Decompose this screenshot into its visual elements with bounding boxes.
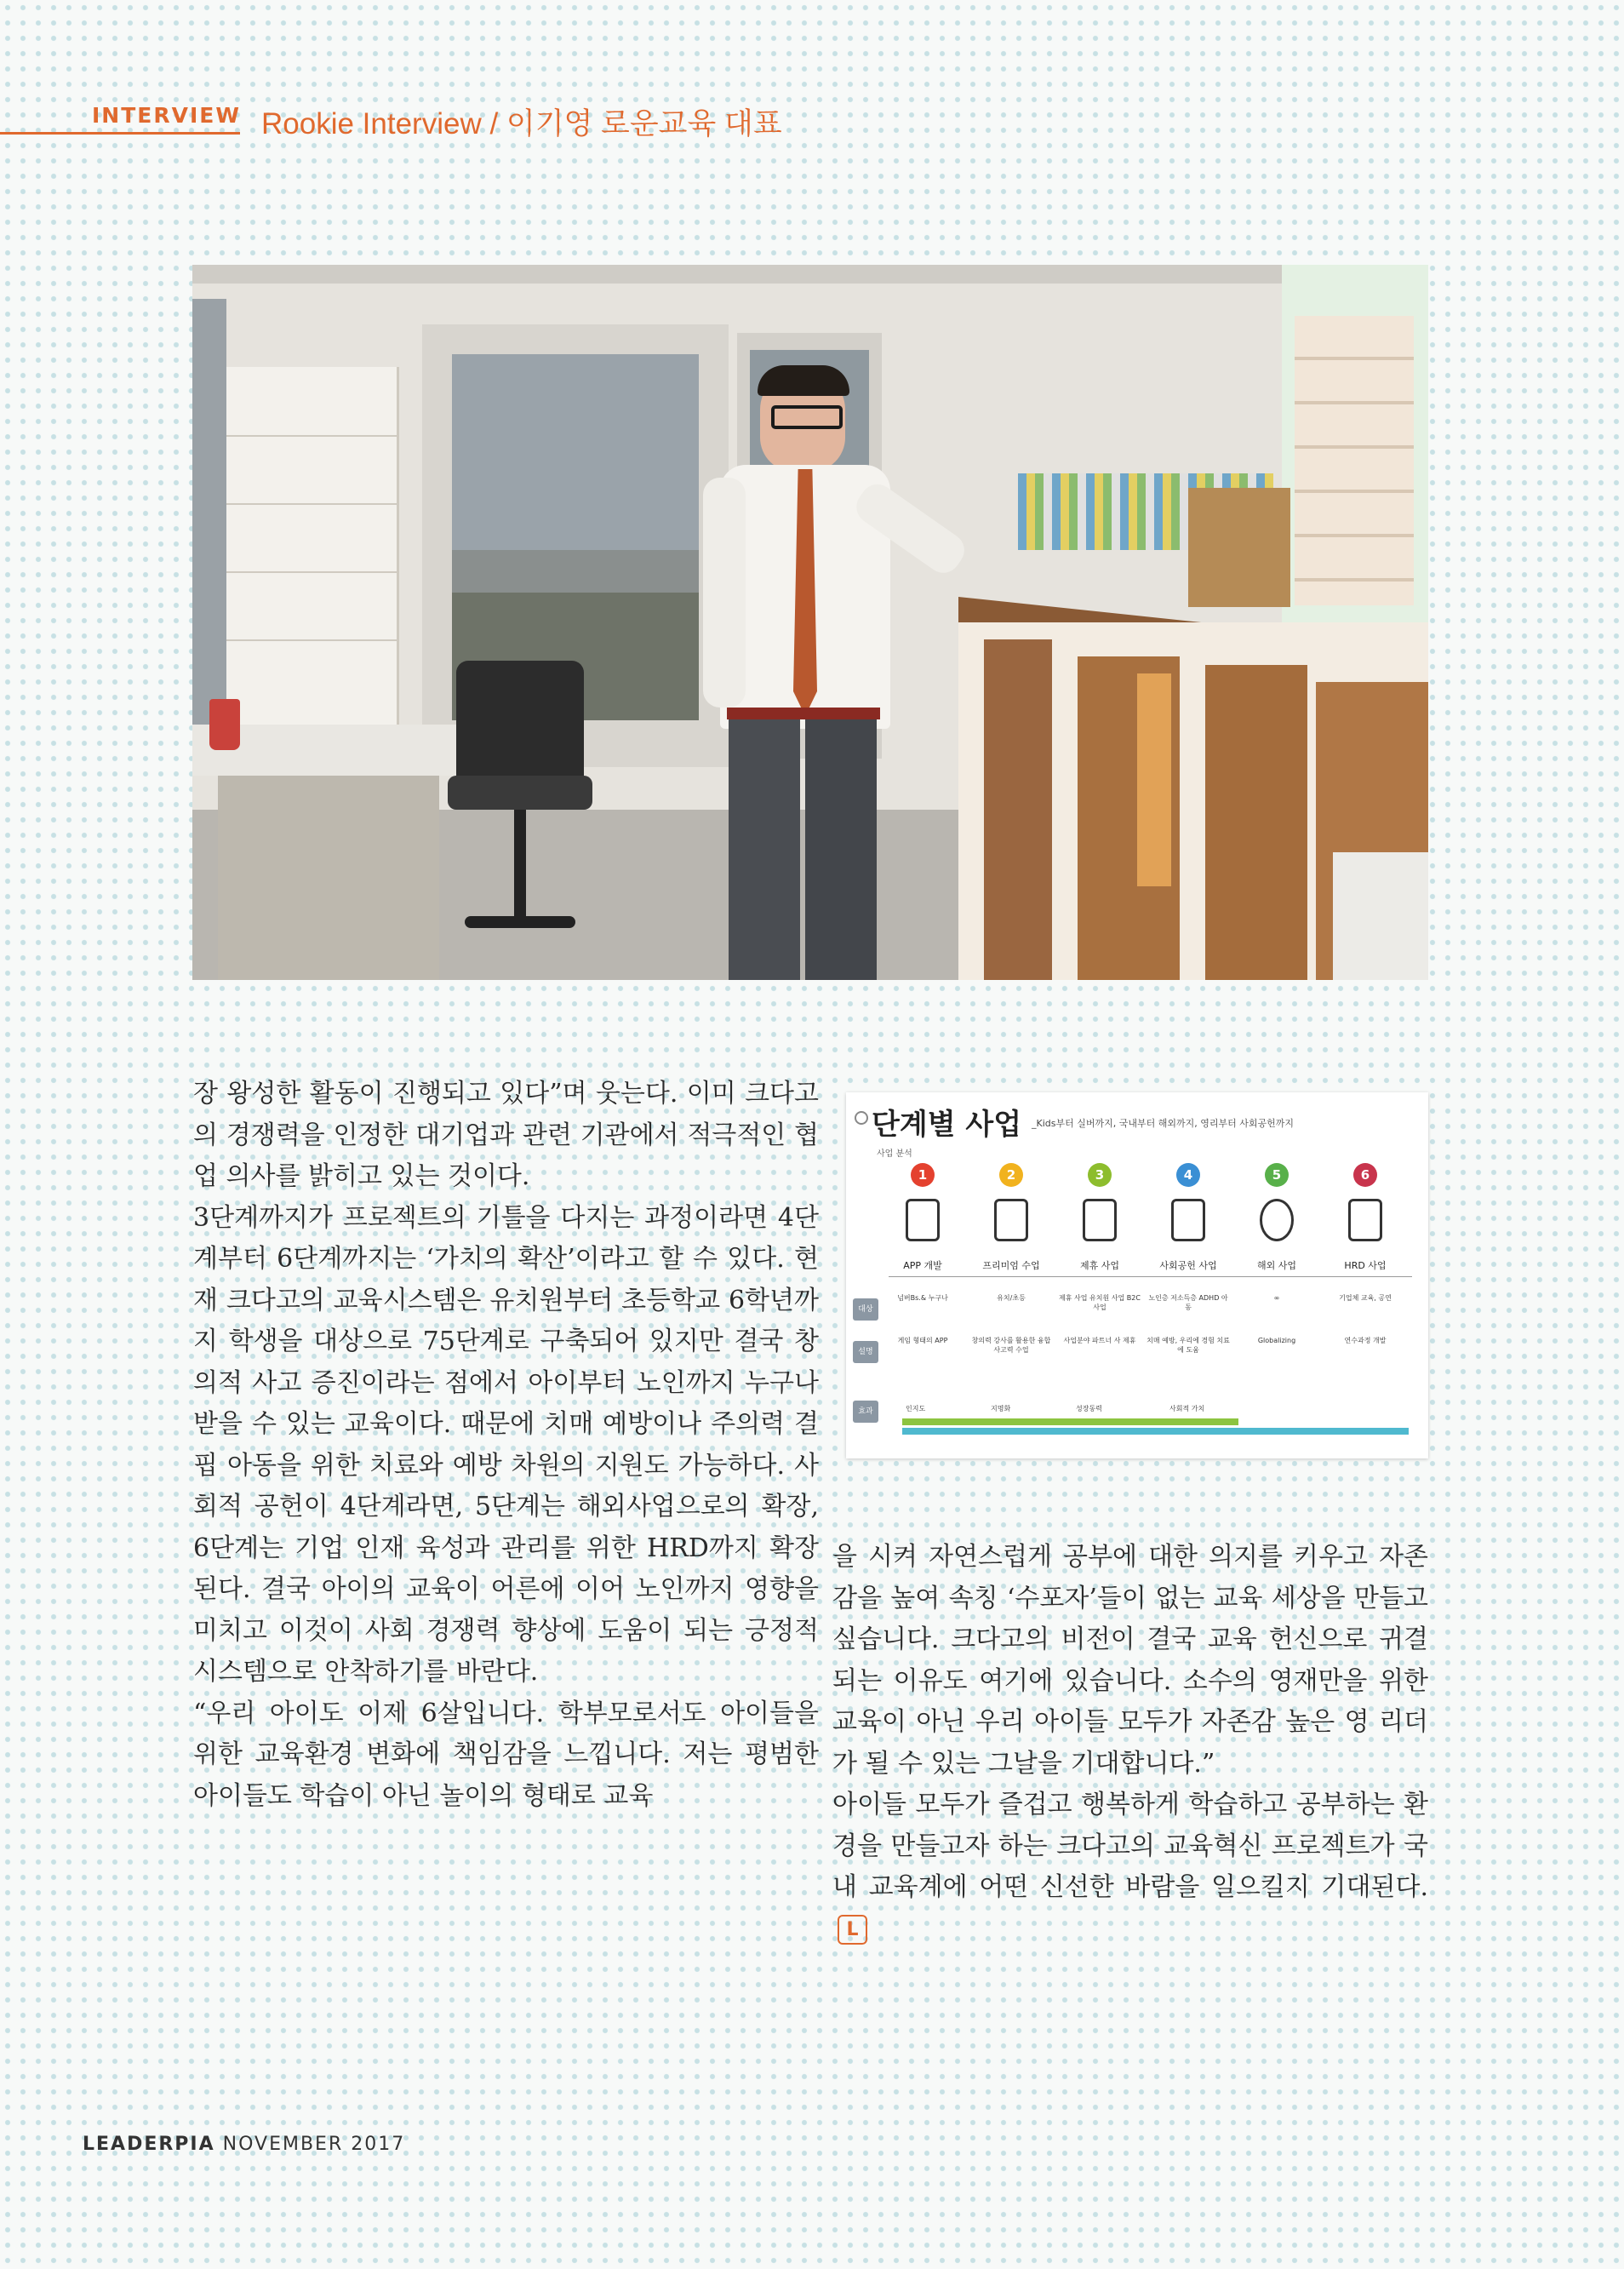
- table-cell: 사업분야 파트너 사 제휴: [1063, 1337, 1136, 1344]
- table-cell: 창의력 강사를 활용한 융합 사고력 수업: [971, 1337, 1051, 1354]
- row-label: 효과: [853, 1401, 878, 1423]
- table-cell: 넘버Bs.& 누구나: [897, 1294, 948, 1302]
- row-label: 설명: [853, 1341, 878, 1363]
- chart-small-label: 사업 분석: [877, 1149, 912, 1159]
- effect-label: 성장동력: [1076, 1405, 1102, 1412]
- stage-label: APP 개발: [903, 1260, 942, 1271]
- table-cell: 제휴 사업 유치원 사업 B2C 사업: [1059, 1294, 1141, 1311]
- stage-number-3: 3: [1088, 1163, 1112, 1187]
- teacher-icon: [994, 1199, 1028, 1241]
- building-icon: [1083, 1199, 1117, 1241]
- effect-label: 사회적 가치: [1169, 1405, 1205, 1412]
- stage-number-5: 5: [1265, 1163, 1289, 1187]
- table-cell: 기업체 교육, 공연: [1339, 1294, 1392, 1302]
- table-cell: 치매 예방, 우리에 경험 치료에 도움: [1147, 1337, 1230, 1354]
- paragraph: 을 시켜 자연스럽게 공부에 대한 의지를 키우고 자존감을 높여 속칭 ‘수포자’들이 없는 교육 세상을 만들고 싶습니다. 크다고의 비전이 결국 교육 헌신으로 귀결되는 이유도 여기에 있습니다. 소수의 영재만을 위한 교육이 아닌 우리 아이들 모두가 자존감 높은 영 리더가 될 수 있는 그날을 기대합니다.”: [832, 1542, 1428, 1779]
- paragraph: “우리 아이도 이제 6살입니다. 학부모로서도 아이들을 위한 교육환경 변화에 책임감을 느낍니다. 저는 평범한 아이들도 학습이 아닌 놀이의 형태로 교육: [193, 1698, 819, 1811]
- table-cell: 노인층 저소득층 ADHD 아동: [1148, 1294, 1228, 1311]
- table-cell: Globalizing: [1257, 1337, 1296, 1344]
- page-title: Rookie Interview / 이기영 로운교육 대표: [261, 107, 782, 140]
- document-search-icon: [1348, 1199, 1382, 1241]
- people-icon: [1171, 1199, 1205, 1241]
- magazine-name: LEADERPIA: [83, 2134, 215, 2155]
- table-cell: 게임 형태의 APP: [897, 1337, 948, 1344]
- effect-bar-blue: [902, 1428, 1409, 1435]
- stage-number-2: 2: [999, 1163, 1023, 1187]
- stages-chart-figure: [846, 1092, 1428, 1458]
- page-footer: [83, 2134, 405, 2155]
- article-column-right: [832, 1537, 1428, 1950]
- divider: [889, 1276, 1412, 1277]
- closing-text: 아이들 모두가 즐겁고 행복하게 학습하고 공부하는 환경을 만들고자 하는 크다고의 교육혁신 프로젝트가 국내 교육계에 어떤 신선한 바람을 일으킬지 기대된다.: [832, 1790, 1428, 1902]
- effect-label: 지명화: [991, 1405, 1011, 1412]
- stage-label: 해외 사업: [1256, 1260, 1296, 1271]
- interview-photo: [192, 265, 1428, 980]
- effect-bar-green: [902, 1418, 1238, 1425]
- table-cell: 유치/초등: [997, 1294, 1026, 1302]
- stage-number-4: 4: [1176, 1163, 1200, 1187]
- phone-icon: [906, 1199, 940, 1241]
- article-column-left: [193, 1074, 819, 1817]
- stage-label: HRD 사업: [1344, 1260, 1387, 1271]
- chart-subtitle: _Kids부터 실버까지, 국내부터 해외까지, 영리부터 사회공헌까지: [1032, 1118, 1294, 1129]
- chart-title: 단계별 사업: [872, 1108, 1022, 1142]
- section-tag: INTERVIEW: [92, 103, 241, 128]
- table-cell: 연수과정 개발: [1344, 1337, 1387, 1344]
- paragraph: 3단계까지가 프로젝트의 기틀을 다지는 과정이라면 4단계부터 6단계까지는 ‘가치의 확산’이라고 할 수 있다. 현재 크다고의 교육시스템은 유치원부터 초등학교 6학년까지 학생을 대상으로 75단계로 구축되어 있지만 결국 창의적 사고 증진이라는 점에서 아이부터 노인까지 누구나 받을 수 있는 교육이다. 때문에 치매 예방이나 주의력 결핍 아동을 위한 치료와 예방 차원의 지원도 가능하다. 사회적 공헌이 4단계라면, 5단계는 해외사업으로의 확장, 6단계는 기업 인재 육성과 관리를 위한 HRD까지 확장된다. 결국 아이의 교육이 어른에 이어 노인까지 영향을 미치고 이것이 사회 경쟁력 향상에 도움이 되는 긍정적 시스템으로 안착하기를 바란다.: [193, 1202, 819, 1687]
- end-mark-icon: L: [838, 1915, 867, 1945]
- table-cell: ∞: [1273, 1294, 1280, 1302]
- stage-label: 사회공헌 사업: [1159, 1260, 1217, 1271]
- globe-icon: [1260, 1199, 1294, 1241]
- stage-number-6: 6: [1353, 1163, 1377, 1187]
- issue-date: NOVEMBER 2017: [222, 2134, 406, 2155]
- stage-label: 프리미엄 수업: [982, 1260, 1040, 1271]
- bullet-icon: [855, 1111, 868, 1125]
- stage-number-1: 1: [911, 1163, 935, 1187]
- paragraph: [832, 1785, 1428, 1950]
- effect-label: 인지도: [906, 1405, 926, 1412]
- paragraph: 장 왕성한 활동이 진행되고 있다”며 웃는다. 이미 크다고의 경쟁력을 인정한 대기업과 관련 기관에서 적극적인 협업 의사를 밝히고 있는 것이다.: [193, 1079, 819, 1191]
- row-label: 대상: [853, 1298, 878, 1321]
- stage-label: 제휴 사업: [1079, 1260, 1119, 1271]
- header-rule: [0, 132, 240, 135]
